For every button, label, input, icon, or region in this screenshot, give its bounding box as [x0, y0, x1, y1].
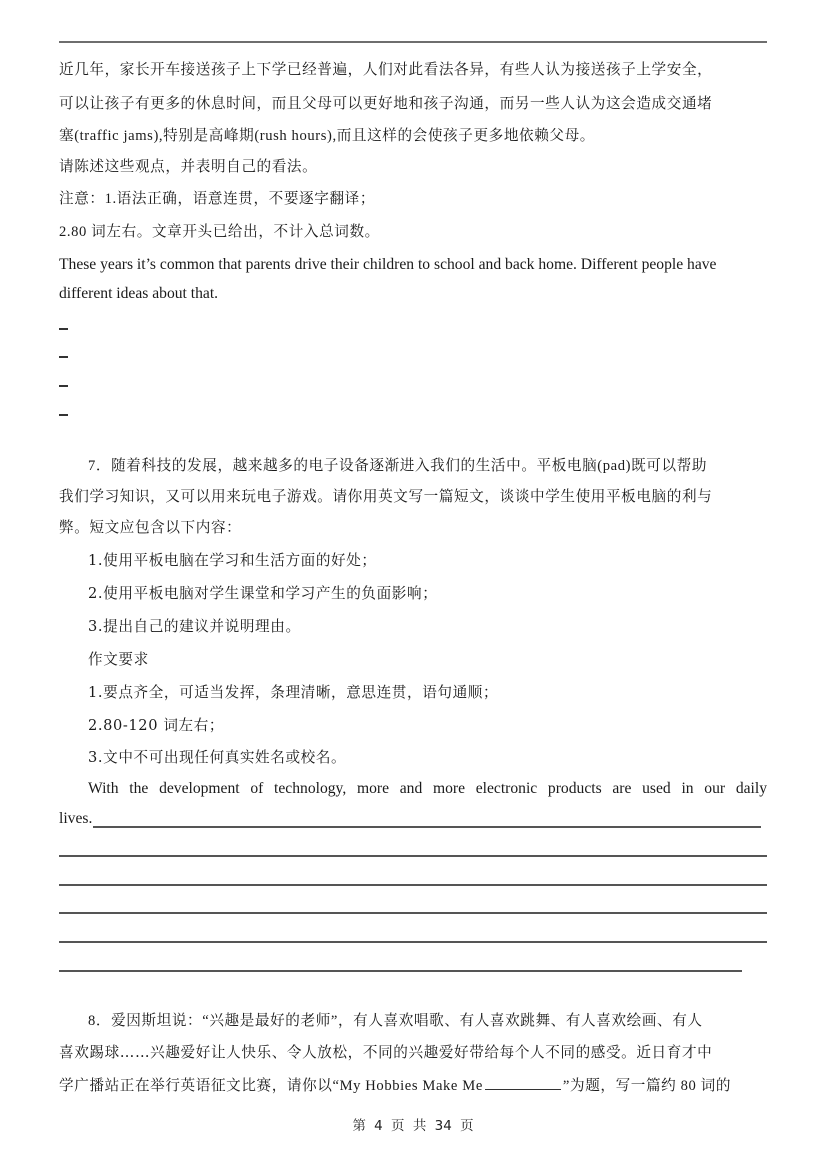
- q8-prompt-line-2: 喜欢踢球……兴趣爱好让人快乐、令人放松，不同的兴趣爱好带给每个人不同的感受。近日育才中: [59, 1044, 713, 1061]
- q8-title-after: ”为题，写一篇约 80 词的: [562, 1078, 732, 1094]
- answer-dash-1: [59, 328, 68, 330]
- q6-prompt-line-4: 请陈述这些观点，并表明自己的看法。: [59, 158, 318, 175]
- writing-line-5[interactable]: [59, 941, 767, 943]
- q7-prompt-line-2: 我们学习知识，又可以用来玩电子游戏。请你用英文写一篇短文，谈谈中学生使用平板电脑的利与: [59, 488, 713, 505]
- q6-opening-line-1: These years it’s common that parents drive their children to school and back home. Different people have: [59, 256, 717, 273]
- answer-dash-4: [59, 414, 68, 416]
- writing-line-4[interactable]: [59, 912, 767, 914]
- answer-dash-2: [59, 356, 68, 358]
- q7-opening-line-2: lives.: [59, 810, 93, 827]
- q8-prompt-line-1: 8．爱因斯坦说：“兴趣是最好的老师”，有人喜欢唱歌、有人喜欢跳舞、有人喜欢绘画、有人: [88, 1013, 703, 1029]
- q7-requirements-heading: 作文要求: [88, 651, 149, 668]
- q7-requirement-2: 2.80-120 词左右；: [88, 717, 225, 734]
- q8-title-before: 学广播站正在举行英语征文比赛，请你以“My Hobbies Make Me: [59, 1078, 483, 1094]
- q7-prompt-line-1: 7．随着科技的发展，越来越多的电子设备逐渐进入我们的生活中。平板电脑(pad)既可以帮助: [88, 458, 708, 474]
- header-rule: [59, 41, 767, 43]
- q6-prompt-line-3: 塞(traffic jams),特别是高峰期(rush hours),而且这样的会使孩子更多地依赖父母。: [59, 128, 595, 144]
- writing-line-1[interactable]: [93, 826, 761, 828]
- q6-prompt-line-1: 近几年，家长开车接送孩子上下学已经普遍，人们对此看法各异，有些人认为接送孩子上学安全，: [59, 61, 713, 78]
- q7-requirement-3: 3.文中不可出现任何真实姓名或校名。: [88, 749, 347, 766]
- q8-title-blank[interactable]: [485, 1075, 561, 1090]
- q6-note-1: 注意：1.语法正确，语意连贯，不要逐字翻译；: [59, 191, 376, 207]
- q7-point-3: 3.提出自己的建议并说明理由。: [88, 618, 301, 635]
- q7-prompt-line-3: 弊。短文应包含以下内容：: [59, 519, 242, 536]
- writing-line-2[interactable]: [59, 855, 767, 857]
- q7-opening-line-1: With the development of technology, more and more electronic products are used in our daily: [88, 780, 767, 797]
- answer-dash-3: [59, 385, 68, 387]
- q6-opening-line-2: different ideas about that.: [59, 285, 219, 302]
- writing-line-3[interactable]: [59, 884, 767, 886]
- q7-point-1: 1.使用平板电脑在学习和生活方面的好处；: [88, 552, 377, 569]
- writing-line-6[interactable]: [59, 970, 742, 972]
- q6-prompt-line-2: 可以让孩子有更多的休息时间，而且父母可以更好地和孩子沟通，而另一些人认为这会造成交通堵: [59, 96, 713, 112]
- q7-point-2: 2.使用平板电脑对学生课堂和学习产生的负面影响；: [88, 585, 438, 602]
- page-footer: 第 4 页 共 34 页: [352, 1118, 474, 1134]
- q8-prompt-line-3: [59, 1075, 767, 1096]
- q7-requirement-1: 1.要点齐全，可适当发挥，条理清晰，意思连贯，语句通顺；: [88, 684, 499, 701]
- q6-note-2: 2.80 词左右。文章开头已给出，不计入总词数。: [59, 224, 380, 240]
